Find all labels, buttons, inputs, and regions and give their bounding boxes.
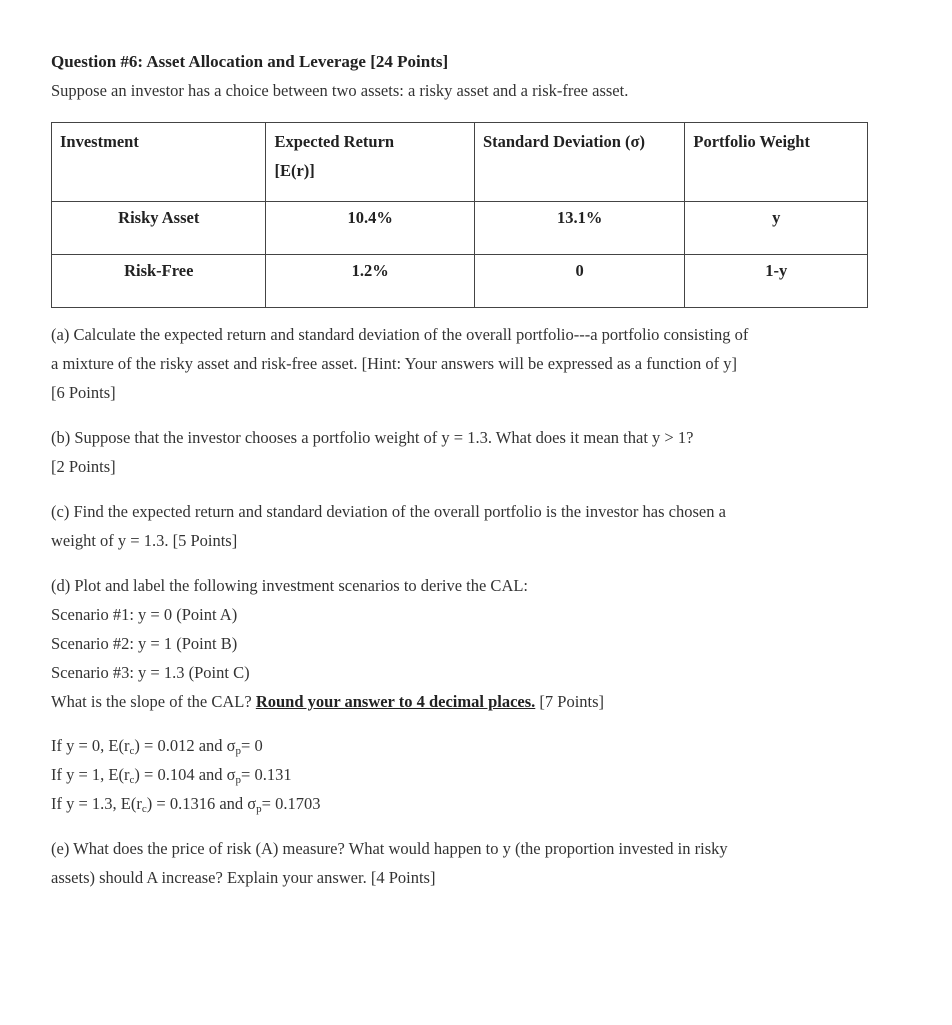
cell-expected-return: 1.2% [266, 255, 474, 308]
part-e-line: (e) What does the price of risk (A) measure? What would happen to y (the proportion invested in risky [51, 839, 728, 858]
answer-line-1: If y = 0, $E(r_c) = 0.012$ and $\sigma_p= 0$ [51, 736, 263, 757]
header-expected-return [266, 123, 474, 202]
part-e [51, 834, 871, 892]
answer-line-2: If y = 1, $E(r_c) = 0.104$ and $\sigma_p= 0.131$ [51, 765, 292, 786]
asset-table [51, 122, 868, 308]
cell-weight: y [685, 202, 868, 255]
slope-question [51, 687, 871, 716]
part-a-line: (a) Calculate the expected return and standard deviation of the overall portfolio---a portfolio consisting of [51, 325, 749, 344]
part-d [51, 571, 871, 716]
table-row [52, 255, 868, 308]
part-a-line: a mixture of the risky asset and risk-free asset. [Hint: Your answers will be expressed as a function of y] [51, 354, 737, 373]
cell-expected-return: 10.4% [266, 202, 474, 255]
answer-line-3: If y = 1.3, $E(r_c) = 0.1316$ and $\sigma_p= 0.1703$ [51, 794, 321, 815]
table-header-row [52, 123, 868, 202]
header-std-dev: Standard Deviation (σ) [474, 123, 684, 202]
header-expected-return-line2: [E(r)] [274, 161, 315, 180]
cell-std-dev: 0 [474, 255, 684, 308]
cell-investment: Risky Asset [52, 202, 266, 255]
slope-suffix: [7 Points] [535, 692, 605, 711]
question-intro: Suppose an investor has a choice between two assets: a risky asset and a risk-free asset. [51, 81, 629, 100]
part-d-line: (d) Plot and label the following investment scenarios to derive the CAL: [51, 576, 529, 595]
part-c [51, 497, 871, 555]
part-e-line: assets) should A increase? Explain your answer. [4 Points] [51, 868, 436, 887]
slope-emphasis: Round your answer to 4 decimal places. [255, 692, 536, 711]
scenario-3: Scenario #3: y = 1.3 (Point C) [51, 663, 250, 682]
part-c-line: weight of y = 1.3. [5 Points] [51, 531, 238, 550]
part-b [51, 423, 871, 481]
slope-prefix: What is the slope of the CAL? [51, 692, 256, 711]
part-c-line: (c) Find the expected return and standard deviation of the overall portfolio is the investor has chosen a [51, 502, 726, 521]
header-expected-return-line1: Expected Return [274, 132, 395, 151]
header-investment: Investment [52, 123, 266, 202]
scenario-2: Scenario #2: y = 1 (Point B) [51, 634, 238, 653]
header-weight: Portfolio Weight [685, 123, 868, 202]
part-a [51, 320, 871, 407]
cell-weight: 1-y [685, 255, 868, 308]
cell-std-dev: 13.1% [474, 202, 684, 255]
table-row [52, 202, 868, 255]
part-b-line: (b) Suppose that the investor chooses a portfolio weight of y = 1.3. What does it mean that y > 1? [51, 428, 694, 447]
part-b-line: [2 Points] [51, 457, 116, 476]
answer-block [51, 731, 871, 818]
cell-investment: Risk-Free [52, 255, 266, 308]
question-title: Question #6: Asset Allocation and Leverage [24 Points] [51, 52, 449, 71]
part-a-line: [6 Points] [51, 383, 116, 402]
scenario-1: Scenario #1: y = 0 (Point A) [51, 605, 238, 624]
